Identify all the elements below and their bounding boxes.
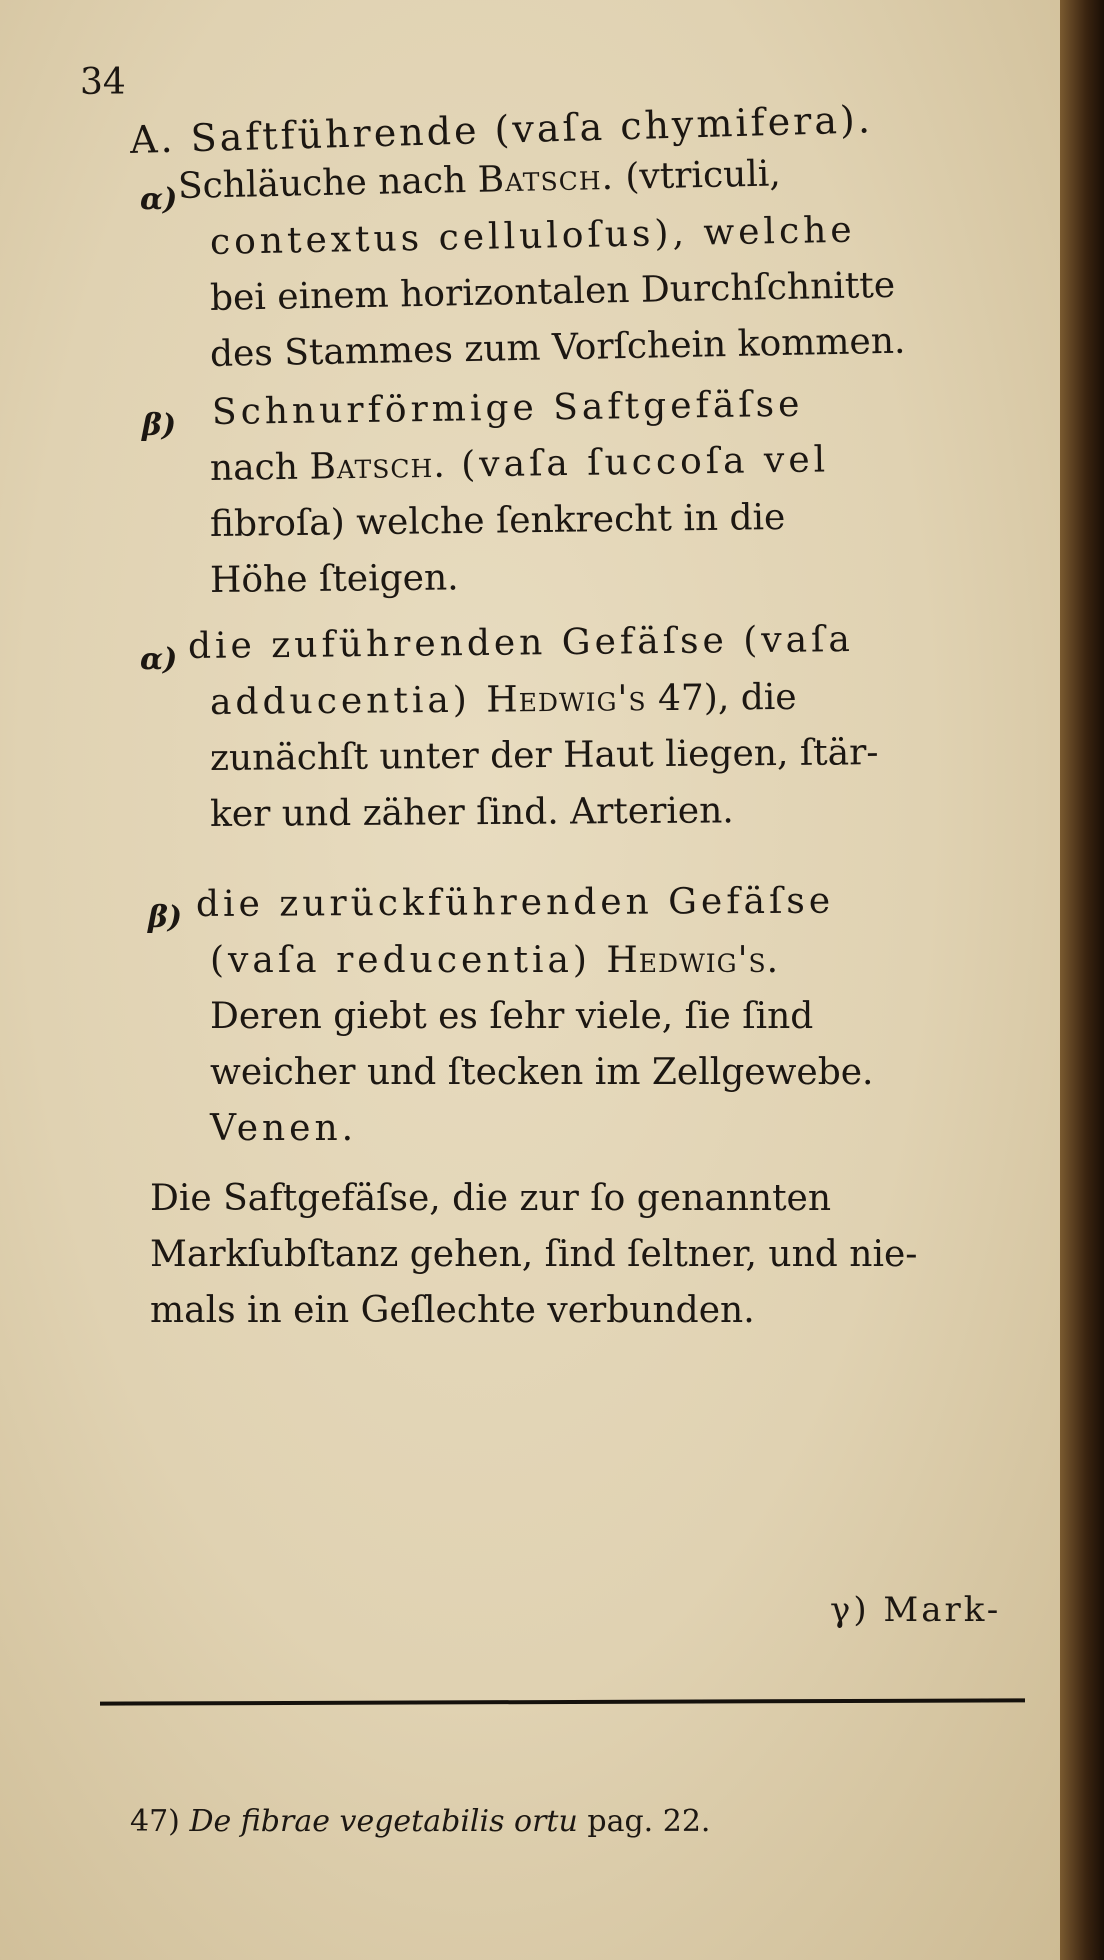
text-line: weicher und ſtecken im Zellgewebe. [210,1052,874,1093]
section-heading: A. Saftführende (vaſa chymifera). [129,97,874,162]
footnote-rule [100,1698,1025,1705]
book-gutter [1060,0,1104,1960]
text-line: ker und zäher ſind. Arterien. [209,790,734,835]
item-marker: α) [140,642,178,677]
footnote-number: 47) [130,1804,180,1839]
text-line: Venen. [210,1108,358,1149]
text-line: die zuführenden Gefäſse (vaſa [187,619,855,667]
item-marker: β) [142,408,177,443]
catchword: γ) Mark- [830,1590,1002,1630]
text-line: adducentia) Hedwig's 47), die [209,676,797,723]
item-marker: α) [140,182,178,217]
page-number: 34 [80,62,126,103]
text-line: Deren giebt es ſehr viele, ſie ſind [210,996,814,1037]
text-line: die zurückführenden Gefäſse [195,880,835,925]
text-line: contextus celluloſus), welche [209,209,857,263]
paragraph-line: Die Saftgefäſse, die zur ſo genannten [150,1178,832,1219]
text-line: des Stammes zum Vorſchein kommen. [209,320,906,375]
text-line: Schläuche nach Batsch. (vtriculi, [177,153,782,207]
text-line: Höhe ſteigen. [209,557,459,601]
footnote-title: De fibrae vegetabilis ortu [189,1804,578,1839]
footnote [130,1804,710,1839]
text-line: (vaſa reducentia) Hedwig's. [210,940,780,981]
footnote-ref: pag. 22. [587,1804,711,1839]
text-line: Schnurförmige Saftgefäſse [211,383,804,433]
text-line: bei einem horizontalen Durchſchnitte [209,264,896,319]
item-marker: β) [148,900,183,935]
text-line: fibroſa) welche ſenkrecht in die [209,496,786,545]
paragraph-line: mals in ein Geſlechte verbunden. [150,1290,755,1331]
text-line: zunächſt unter der Haut liegen, ſtär- [209,732,879,779]
text-line: nach Batsch. (vaſa ſuccoſa vel [209,439,830,489]
paragraph-line: Markſubſtanz gehen, ſind ſeltner, und nie- [150,1234,918,1275]
